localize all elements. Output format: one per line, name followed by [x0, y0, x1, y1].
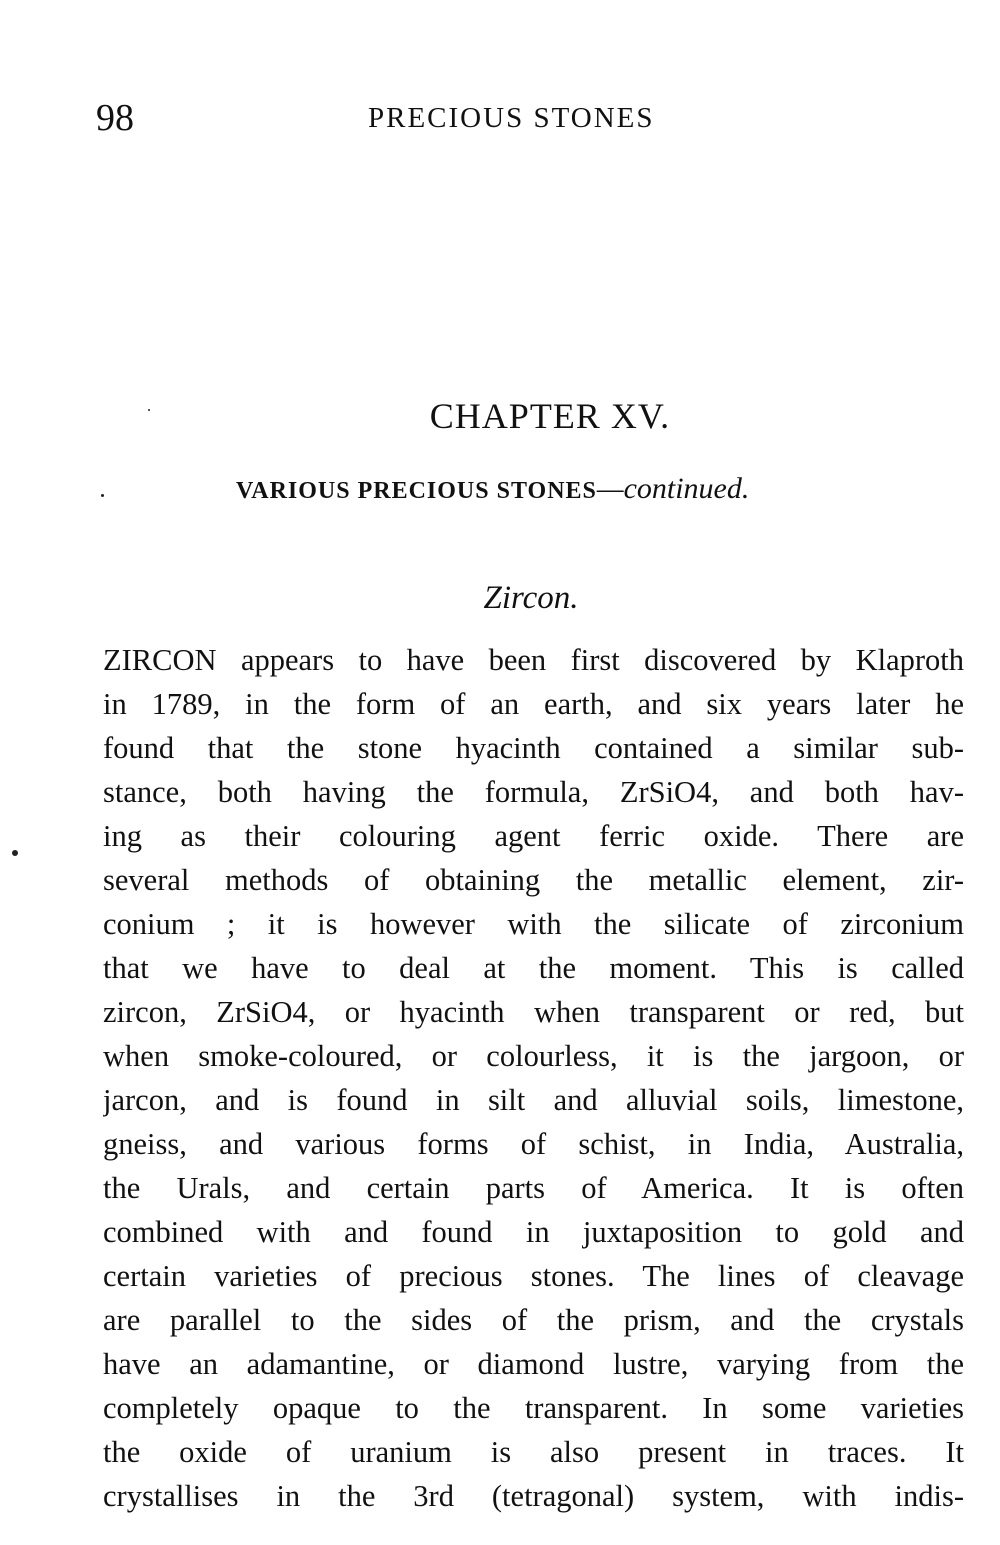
body-line: certain varieties of precious stones. The lines of cleavage	[103, 1259, 964, 1293]
body-line: in 1789, in the form of an earth, and six years later he	[103, 687, 964, 721]
body-line: gneiss, and various forms of schist, in India, Australia,	[103, 1127, 964, 1161]
body-line: stance, both having the formula, ZrSiO4, and both hav-	[103, 775, 964, 809]
chapter-subtitle-continued: —continued.	[596, 472, 750, 505]
body-text	[103, 638, 964, 1518]
body-line: the Urals, and certain parts of America. It is often	[103, 1171, 964, 1205]
body-line: when smoke-coloured, or colourless, it is the jargoon, or	[103, 1039, 964, 1073]
body-line: several methods of obtaining the metallic element, zir-	[103, 863, 964, 897]
body-line: crystallises in the 3rd (tetragonal) system, with indis-	[103, 1479, 964, 1513]
body-line: zircon, ZrSiO4, or hyacinth when transparent or red, but	[103, 995, 964, 1029]
chapter-subtitle-caps: VARIOUS PRECIOUS STONES	[236, 478, 597, 504]
body-line: completely opaque to the transparent. In some varieties	[103, 1391, 964, 1425]
running-head: PRECIOUS STONES	[368, 102, 655, 134]
scan-speck	[101, 494, 104, 497]
scan-speck	[148, 409, 150, 411]
chapter-subtitle	[236, 474, 749, 506]
body-line: found that the stone hyacinth contained a similar sub-	[103, 731, 964, 765]
page-number: 98	[96, 97, 134, 139]
body-line: combined with and found in juxtaposition to gold and	[103, 1215, 964, 1249]
body-line: ing as their colouring agent ferric oxide. There are	[103, 819, 964, 853]
scan-speck	[12, 850, 18, 856]
body-line: conium ; it is however with the silicate of zirconium	[103, 907, 964, 941]
section-title: Zircon.	[483, 580, 579, 616]
body-line: the oxide of uranium is also present in traces. It	[103, 1435, 964, 1469]
body-line: jarcon, and is found in silt and alluvial soils, limestone,	[103, 1083, 964, 1117]
body-line: are parallel to the sides of the prism, and the crystals	[103, 1303, 964, 1337]
body-line: that we have to deal at the moment. This is called	[103, 951, 964, 985]
body-line: have an adamantine, or diamond lustre, varying from the	[103, 1347, 964, 1381]
chapter-title: CHAPTER XV.	[429, 396, 671, 436]
body-line: ZIRCON appears to have been first discovered by Klaproth	[103, 643, 964, 677]
